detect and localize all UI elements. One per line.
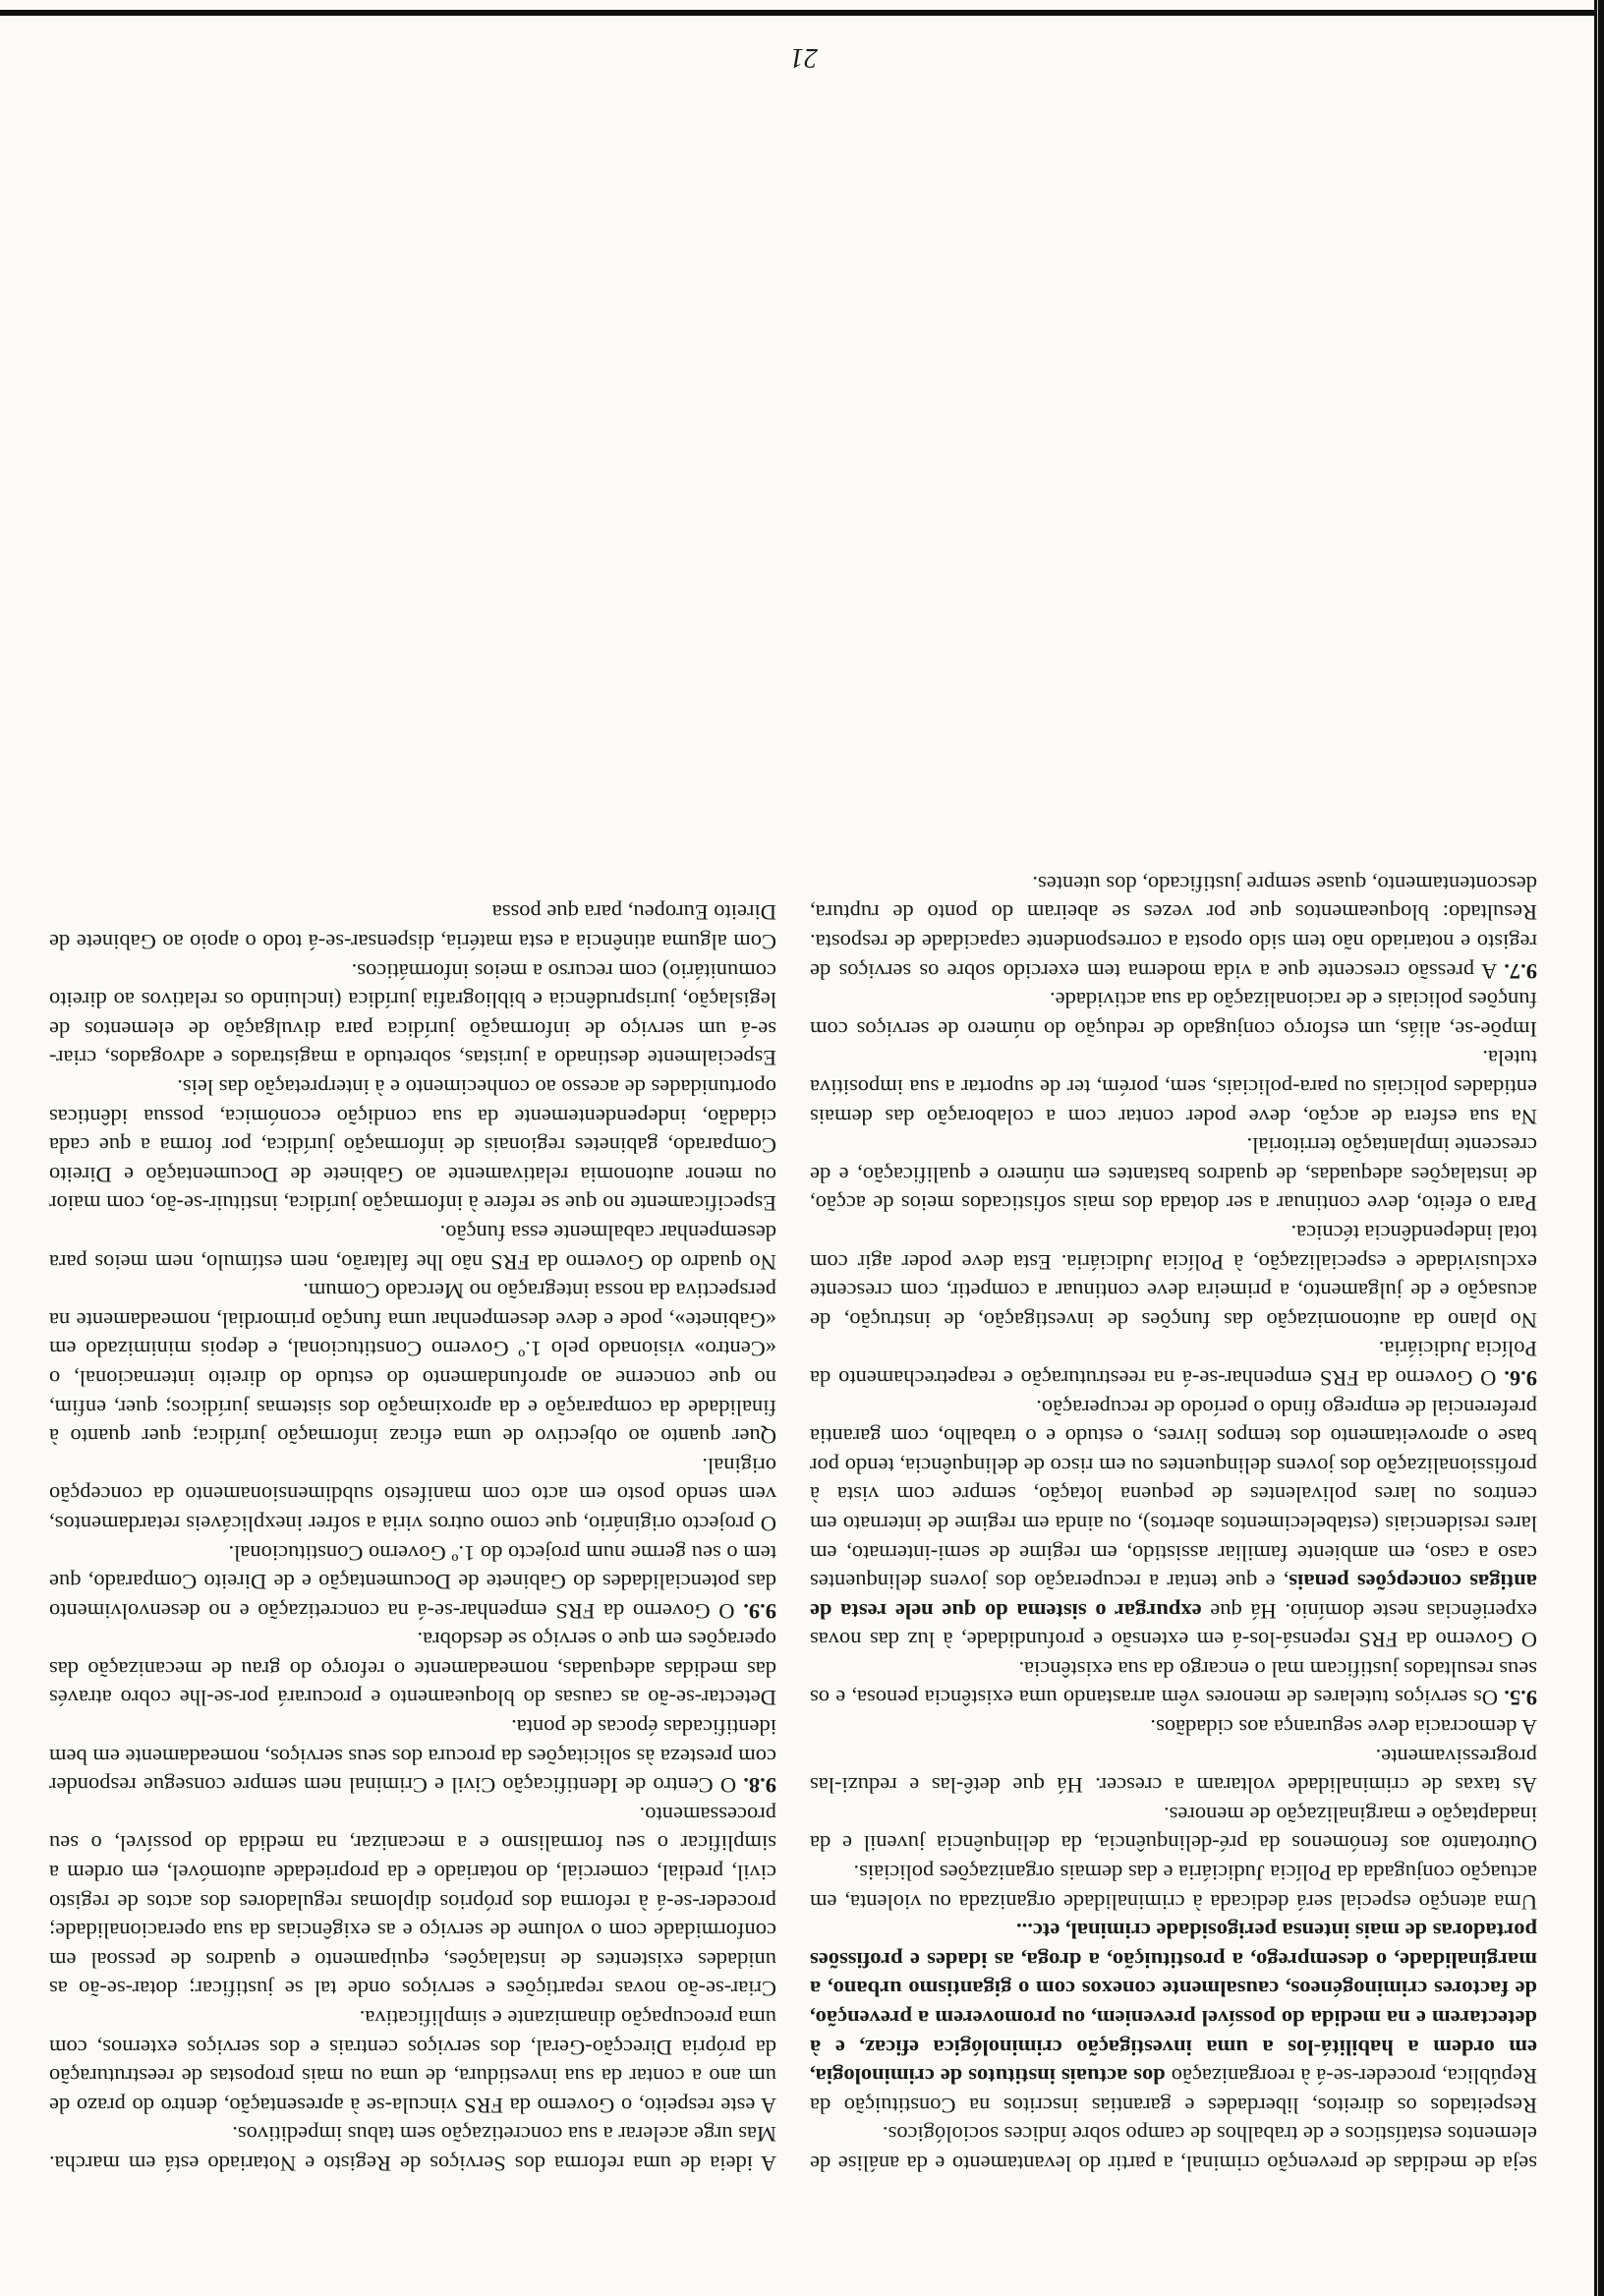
page-edge-rule — [1594, 0, 1604, 2296]
paragraph-text: Detectar-se-ão as causas do bloqueamento e procurará por-se-lhe cobro através das medidas adequadas, nomeadamente o reforço do grau de mecanização das operações em que o serviço se desdobra. — [49, 1628, 776, 1711]
paragraph — [810, 986, 1537, 1044]
paragraph — [49, 1713, 776, 1801]
paragraph-text: No quadro do Governo da FRS não lhe faltarão, nem estímulo, nem meios para desempenhar cabalmente essa função. — [49, 1221, 776, 1275]
paragraph-text: Impõe-se, aliás, um esforço conjugado de redução do número de serviços com funções policiais e de racionalização da sua actividade. — [810, 988, 1537, 1042]
paragraph — [49, 1626, 776, 1713]
paragraph-text: O Governo da FRS empenhar-se-á na reestruturação e reapetrechamento da Polícia Judiciária. — [810, 1337, 1537, 1391]
paragraph-text: A democracia deve segurança aos cidadãos. — [1150, 1715, 1537, 1741]
page-gutter — [1597, 0, 1598, 2296]
paragraph-text: Uma atenção especial será dedicada à criminalidade organizada ou violenta, em actuação conjugada da Polícia Judiciária e das demais organizações policiais. — [810, 1861, 1537, 1915]
paragraph — [49, 898, 776, 956]
section-number: 9.6. — [1504, 1365, 1537, 1391]
page-bottom-rule — [0, 10, 1604, 16]
paragraph-text: A este respeito, o Governo da FRS vincula-se à apresentação, dentro do prazo de um ano a contar da sua investidura, de uma ou mais propostas de reestruturação da própria Direcção-Geral, dos serviços centrais e dos serviços externos, com uma preocupação dinamizante e simplificativa. — [49, 2006, 776, 2118]
text-column-left — [810, 869, 1537, 2178]
paragraph-text: A ideia de uma reforma dos Serviços de Registo e Notariado está em marcha. Mas urge acelerar a sua concretização sem tabus impeditivos. — [49, 2122, 776, 2176]
paragraph — [810, 1218, 1537, 1334]
paragraph — [810, 2120, 1537, 2178]
text-column-right — [49, 898, 776, 2178]
paragraph — [49, 2003, 776, 2119]
paragraph-text: Respeitados os direitos, liberdades e garantias inscritos na Constituição da República, proceder-se-á à reorganização — [810, 2064, 1537, 2118]
paragraph-text: O projecto originário, que como outros viria a sofrer inexplicáveis retardamentos, vem sendo posto em acto com manifesto subdimensionamento da concepção original. — [49, 1453, 776, 1536]
paragraph — [810, 869, 1537, 985]
emphasis-text: dos actuais institutos de criminologia, em ordem a habilitá-los a uma investigação criminológica eficaz, e à detectarem e na medida do possível preveniem, ou promoverem a prevenção, de factores criminogéneos, causalmente conexos com o gigantismo urbano, a marginalidade, o desemprego, a prostituição, a droga, as idades e profissões portadoras de mais intensa perigosidade criminal, etc... — [810, 1919, 1537, 2090]
paragraph — [810, 1335, 1537, 1393]
paragraph-text: O Governo da FRS empenhar-se-á na concretização e no desenvolvimento das potencialidades do Gabinete de Documentação e de Direito Comparado, que tem o seu germe num projecto do 1.º Governo Constitucional. — [49, 1540, 776, 1624]
paragraph-text: Com alguma atinência a esta matéria, dispensar-se-á todo o apoio ao Gabinete de Direito Europeu, para que possa — [49, 900, 776, 955]
paragraph-text: As taxas de criminalidade voltaram a crescer. Há que detê-las e reduzi-las progressivamente. — [810, 1744, 1537, 1799]
paragraph — [49, 956, 776, 1072]
paragraph-text: Os serviços tutelares de menores vêm arrastando uma existência penosa, e os seus resultados justificam mal o encargo da sua existência. — [810, 1656, 1537, 1711]
paragraph-text: A pressão crescente que a vida moderna tem exercido sobre os serviços de registo e notariado não tem sido oposta a correspondente capacidade de resposta. Resultado: bloqueamentos que por vezes se abeiram do ponto de ruptura, descontentamento, quase sempre justificado, dos utentes. — [810, 871, 1537, 984]
paragraph — [49, 1072, 776, 1218]
paragraph — [810, 1654, 1537, 1712]
section-number: 9.5. — [1504, 1686, 1537, 1711]
paragraph-text: Criar-se-ão novas repartições e serviços onde tal se justificar; dotar-se-ão as unidades existentes de instalações, equipamento e quadros de pessoal em conformidade com o volume de serviço e as exigências da sua operacionalidade; proceder-se-á à reforma dos próprios diplomas reguladores dos actos de registo civil, predial, comercial, do notariado e da propriedade automóvel, em ordem a simplificar o seu formalismo e a mecanizar, na medida do possível, o seu processamento. — [49, 1802, 776, 2002]
paragraph-text: No plano da autonomização das funções de investigação, de instrução, de acusação e de julgamento, a primeira deve continuar a competir, com crescente exclusividade e especialização, à Polícia Judiciária. Esta deve poder agir com total independência técnica. — [810, 1221, 1537, 1333]
paragraph-text: Quer quanto ao objectivo de uma eficaz informação jurídica; quer quanto à finalidade da comparação e da aproximação dos sistemas jurídicos; quer, enfim, no que concerne ao aprofundamento do estudo do direito internacional, o «Centro» visionado pelo 1.º Governo Constitucional, e depois minimizado em «Gabinete», pode e deve desempenhar uma função primordial, nomeadamente na perspectiva da nossa integração no Mercado Comum. — [49, 1279, 776, 1450]
paragraph — [810, 1858, 1537, 1916]
paragraph — [49, 1800, 776, 2003]
paragraph-text: Na sua esfera de acção, deve poder contar com a colaboração das demais entidades policiais ou para-policiais, sem, porém, ter de suportar a sua impositiva tutela. — [810, 1046, 1537, 1129]
paragraph — [810, 1800, 1537, 1858]
paragraph-text: O Governo da FRS repensá-los-á em extensão e profundidade, à luz das novas experiências neste domínio. Há que — [810, 1598, 1537, 1653]
paragraph — [810, 1917, 1537, 2120]
paragraph — [810, 1044, 1537, 1131]
paragraph-text: Especificamente no que se refere à informação jurídica, instituir-se-ão, com maior ou menor autonomia relativamente ao Gabinete de Documentação e Direito Comparado, gabinetes regionais de informação jurídica, por forma a que cada cidadão, independentemente da sua condição económica, possua idênticas oportunidades de acesso ao conhecimento e à interpretação das leis. — [49, 1075, 776, 1217]
paragraph-text: Outrotanto aos fenómenos da pré-delinquência, da delinquência juvenil e da inadaptação e marginalização de menores. — [810, 1802, 1537, 1857]
paragraph-text: seja de medidas de prevenção criminal, a partir do levantamento e da análise de elementos estatísticos e de trabalhos de campo sobre índices sociológicos. — [810, 2122, 1537, 2176]
paragraph — [810, 1393, 1537, 1654]
section-number: 9.7. — [1504, 958, 1537, 984]
paragraph — [810, 1131, 1537, 1219]
section-number: 9.9. — [743, 1598, 776, 1624]
paragraph — [49, 1451, 776, 1538]
page-number: 21 — [790, 42, 818, 73]
paragraph — [49, 2120, 776, 2178]
emphasis-text: expurgar o sistema do que nele resta de antigas concepções penais — [810, 1570, 1537, 1624]
paragraph — [810, 1742, 1537, 1800]
section-number: 9.8. — [743, 1773, 776, 1799]
paragraph-text-continued: , e que tentar a recuperação dos jovens delinquentes caso a caso, em ambiente familiar assistido, em regime de semi-internato, em lares residenciais (estabelecimentos abertos), ou ainda em regime de internato em centros ou lares polivalentes de pequena lotação, sempre com vista à profissionalização dos jovens delinquentes ou em risco de delinquência, tendo por base o aproveitamento dos tempos livres, o estudo e o trabalho, com garantia preferencial de emprego findo o período de recuperação. — [810, 1395, 1537, 1595]
paragraph-text: O Centro de Identificação Civil e Criminal nem sempre consegue responder com presteza às solicitações da procura dos seus serviços, nomeadamente em bem identificadas épocas de ponta. — [49, 1715, 776, 1799]
paragraph — [49, 1277, 776, 1452]
paragraph-text: Para o efeito, deve continuar a ser dotada dos mais sofisticados meios de acção, de instalações adequadas, de quadros bastantes em número e qualificação, e de crescente implantação territorial. — [810, 1133, 1537, 1217]
paragraph — [810, 1713, 1537, 1743]
paragraph — [49, 1538, 776, 1626]
paragraph — [49, 1218, 776, 1276]
paragraph-text: Especialmente destinado a juristas, sobretudo a magistrados e advogados, criar-se-á um serviço de informação jurídica para divulgação de elementos de legislação, jurisprudência e bibliografia jurídica (incluindo os relativos ao direito comunitário) com recurso a meios informáticos. — [49, 958, 776, 1071]
